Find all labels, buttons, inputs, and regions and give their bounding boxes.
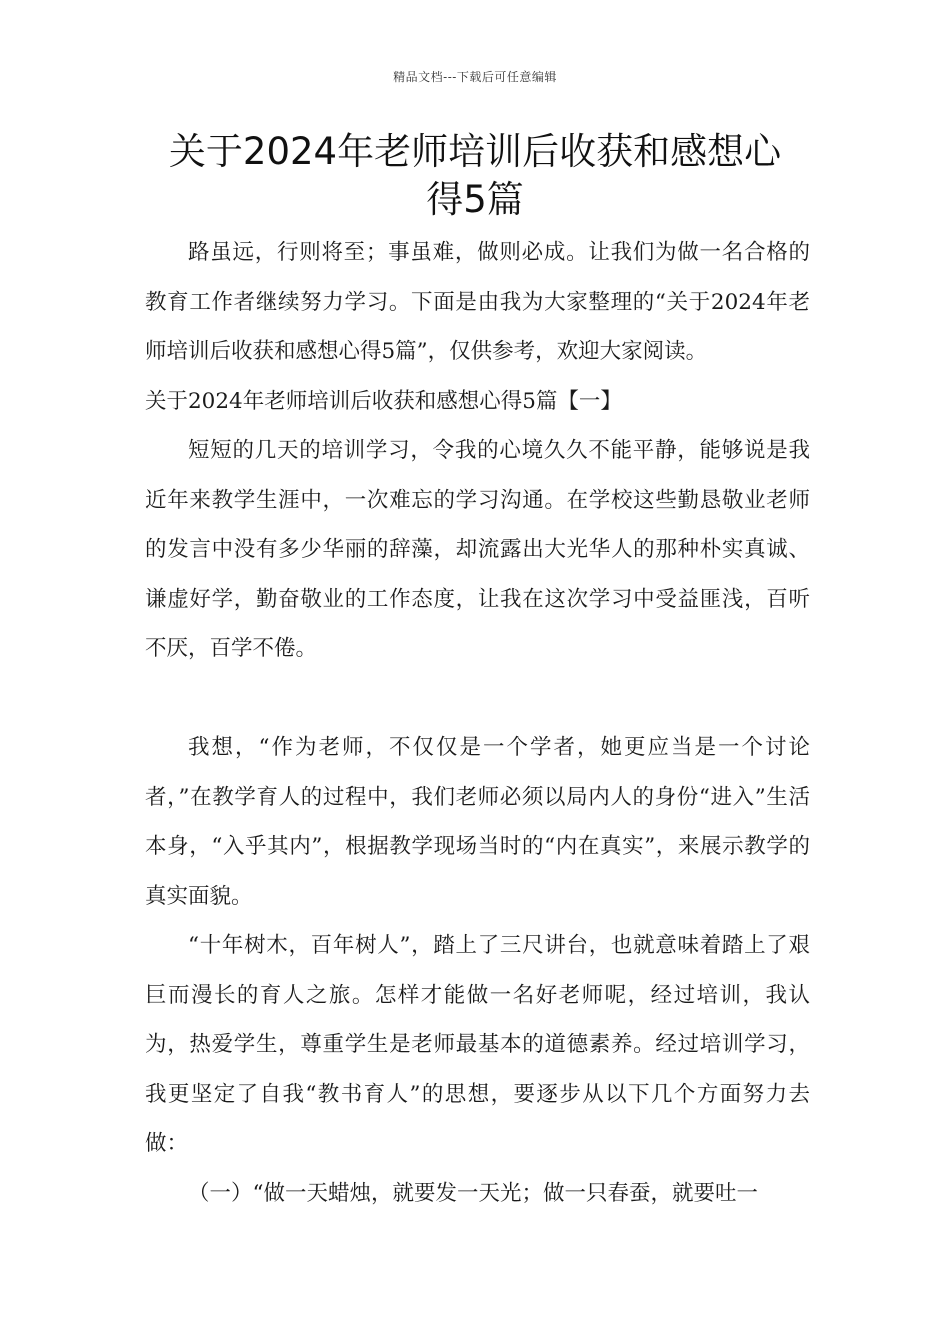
document-body — [145, 228, 810, 1218]
intro-paragraph: 路虽远，行则将至；事虽难，做则必成。让我们为做一名合格的教育工作者继续努力学习。下面是由我为大家整理的“关于2024年老师培训后收获和感想心得5篇”，仅供参考，欢迎大家阅读。 — [145, 240, 810, 364]
header-note: 精品文档---下载后可任意编辑 — [393, 70, 557, 84]
list-item-paragraph: （一）“做一天蜡烛，就要发一天光；做一只春蚕，就要吐一 — [188, 1180, 758, 1206]
body-paragraph: 我想，“作为老师，不仅仅是一个学者，她更应当是一个讨论者，”在教学育人的过程中，我们老师必须以局内人的身份“进入”生活本身，“入乎其内”，根据教学现场当时的“内在真实”，来展示教学的真实面貌。 — [145, 735, 810, 909]
document-title — [110, 128, 840, 224]
title-line-2: 得5篇 — [426, 178, 524, 221]
section-heading: 关于2024年老师培训后收获和感想心得5篇【一】 — [145, 388, 622, 414]
body-paragraph: “十年树木，百年树人”，踏上了三尺讲台，也就意味着踏上了艰巨而漫长的育人之旅。怎样才能做一名好老师呢，经过培训，我认为，热爱学生，尊重学生是老师最基本的道德素养。经过培训学习，我更坚定了自我“教书育人”的思想，要逐步从以下几个方面努力去做： — [145, 933, 810, 1156]
body-paragraph: 短短的几天的培训学习，令我的心境久久不能平静，能够说是我近年来教学生涯中，一次难忘的学习沟通。在学校这些勤恳敬业老师的发言中没有多少华丽的辞藻，却流露出大光华人的那种朴实真诚、谦虚好学，勤奋敬业的工作态度，让我在这次学习中受益匪浅，百听不厌，百学不倦。 — [145, 438, 810, 661]
paragraph-spacer — [145, 674, 810, 724]
title-line-1: 关于2024年老师培训后收获和感想心 — [168, 130, 782, 173]
